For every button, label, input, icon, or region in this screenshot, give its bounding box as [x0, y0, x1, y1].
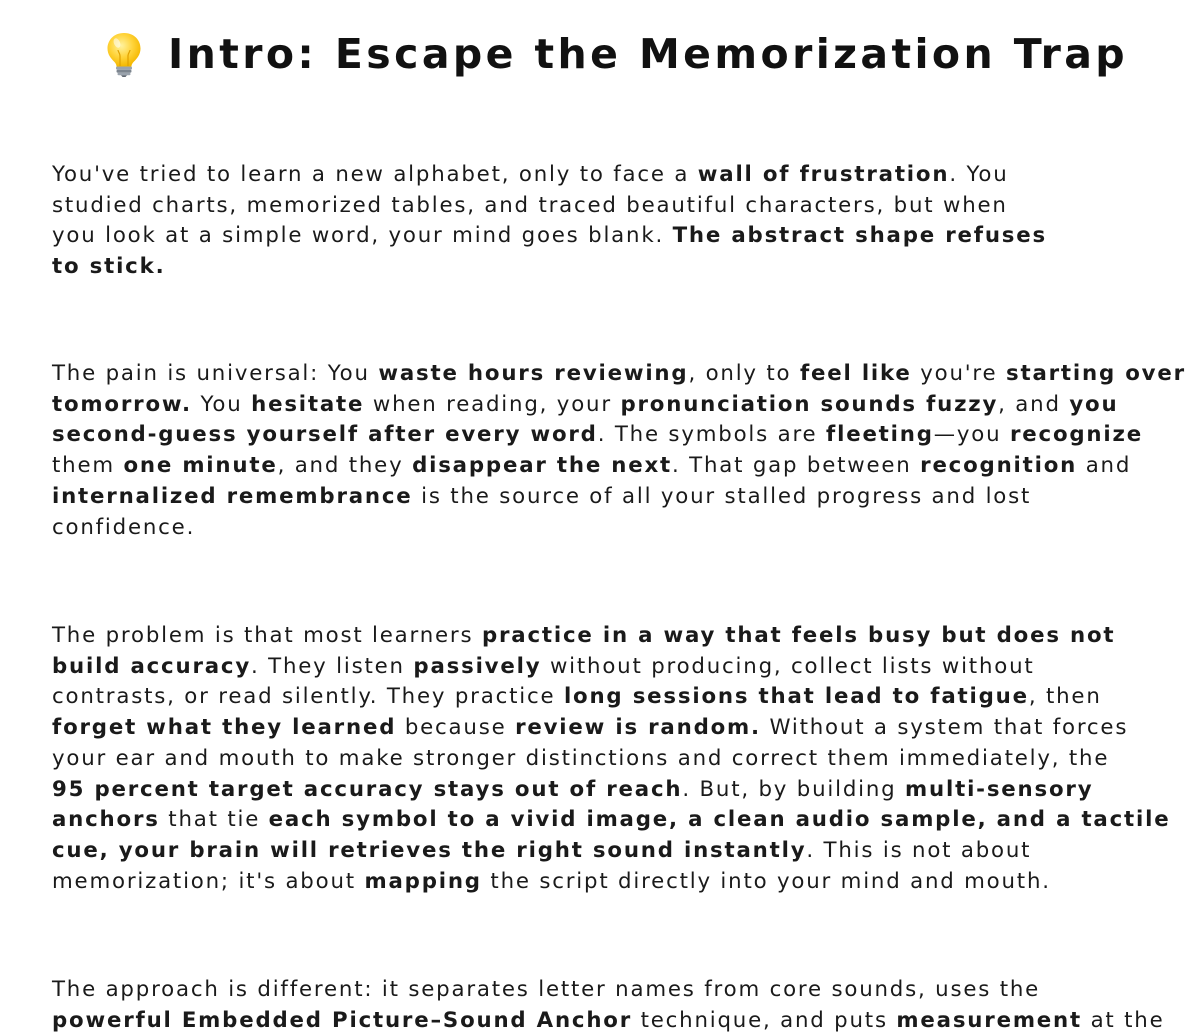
bold-text: multi-sensory [905, 776, 1094, 802]
bold-text: build accuracy [52, 653, 252, 679]
text-run: . They listen [251, 653, 414, 679]
text-run: studied charts, memorized tables, and traced beautiful characters, but when [52, 192, 1008, 218]
text-run: , then [1028, 684, 1102, 710]
text-run: The problem is that most learners [52, 623, 482, 648]
text-run: You [191, 391, 252, 417]
bold-text: practice in a way that feels busy but does not [481, 623, 1116, 648]
bold-text: tomorrow. [52, 391, 192, 417]
text-run: , only to [688, 361, 800, 386]
bold-text: cue, your brain will retrieves the right sound instantly [52, 837, 807, 863]
text-line [52, 744, 1122, 775]
text-line [52, 652, 1122, 683]
text-line [52, 713, 1129, 744]
text-run: technique, and puts [632, 1007, 897, 1033]
bold-text: long sessions that lead to fatigue [563, 684, 1029, 710]
text-run: . But, by building [682, 776, 906, 802]
text-run: at the [1082, 1007, 1165, 1033]
bold-text: recognize [1009, 422, 1143, 448]
text-run: contrasts, or read silently. They practice [52, 684, 564, 710]
bold-text: starting over [1006, 361, 1186, 386]
text-line [52, 805, 1171, 836]
light-bulb-icon [104, 31, 144, 77]
problem-paragraph [52, 621, 1171, 897]
bold-text: fleeting [826, 422, 934, 448]
text-line [52, 451, 1132, 482]
bold-text: hesitate [251, 391, 365, 417]
bold-text: waste hours reviewing [378, 361, 689, 386]
text-line [52, 221, 1122, 252]
bold-text: wall of frustration [697, 162, 950, 187]
text-run: . The symbols are [597, 422, 827, 448]
text-run: The approach is different: it separates letter names from core sounds, uses the [52, 977, 1041, 1002]
text-run: —you [933, 422, 1010, 448]
pain-paragraph [52, 359, 1186, 543]
text-run: them [52, 453, 124, 479]
text-run: and [1077, 453, 1132, 479]
text-run: is the source of all your stalled progress and lost [412, 483, 1032, 509]
bold-text: feel like [799, 361, 912, 386]
bold-text: to stick. [52, 254, 166, 280]
text-line [52, 621, 1122, 652]
text-line [52, 836, 1122, 867]
text-line [52, 390, 1122, 421]
text-run: . This is not about [806, 837, 1032, 863]
text-run: . That gap between [672, 453, 921, 479]
text-run: the script directly into your mind and mouth. [481, 868, 1051, 894]
intro-paragraph [52, 160, 1122, 283]
text-run: you're [911, 361, 1006, 386]
text-run: without producing, collect lists without [541, 653, 1035, 679]
approach-paragraph [52, 975, 1165, 1036]
text-run: , and [998, 391, 1070, 417]
bold-text: recognition [920, 453, 1078, 479]
text-line [52, 867, 1122, 898]
text-run: you look at a simple word, your mind goes blank. [52, 223, 673, 249]
bold-text: internalized remembrance [52, 483, 413, 509]
text-run: You've tried to learn a new alphabet, only to face a [52, 162, 698, 187]
bold-text: measurement [896, 1007, 1082, 1033]
text-run: your ear and mouth to make stronger distinctions and correct them immediately, the [52, 745, 1110, 771]
bold-text: second-guess yourself after every word [52, 422, 598, 448]
text-line [52, 160, 1122, 191]
text-run: Without a system that forces [760, 715, 1129, 741]
text-run: , and they [277, 453, 413, 479]
bold-text: mapping [364, 868, 482, 894]
page-header [104, 26, 1128, 82]
text-run: memorization; it's about [52, 868, 365, 894]
bold-text: pronunciation sounds fuzzy [620, 391, 999, 417]
bold-text: you [1069, 391, 1119, 417]
bold-text: passively [413, 653, 542, 679]
bold-text: The abstract shape refuses [672, 223, 1048, 249]
bold-text: forget what they learned [52, 715, 397, 741]
text-run: that tie [159, 807, 269, 833]
bold-text: each symbol to a vivid image, a clean audio sample, and a tactile [268, 807, 1171, 833]
text-run: . You [949, 162, 1009, 187]
text-run: when reading, your [364, 391, 621, 417]
bold-text: anchors [52, 807, 160, 833]
text-run: because [396, 715, 516, 741]
text-line [52, 420, 1143, 451]
text-line [52, 775, 1122, 806]
text-run: confidence. [52, 514, 196, 540]
text-run: The pain is universal: You [52, 361, 379, 386]
text-line [52, 252, 1122, 283]
bold-text: one minute [123, 453, 278, 479]
text-line [52, 191, 1122, 222]
text-line [52, 682, 1122, 713]
bold-text: review is random. [515, 715, 761, 741]
text-line [52, 482, 1122, 513]
text-line [52, 975, 1122, 1006]
text-line [52, 513, 1122, 544]
bold-text: powerful Embedded Picture–Sound Anchor [52, 1007, 633, 1033]
bold-text: disappear the next [412, 453, 672, 479]
text-line [52, 1006, 1165, 1036]
bold-text: 95 percent target accuracy stays out of reach [52, 776, 683, 802]
text-line [52, 359, 1186, 390]
page-title: Intro: Escape the Memorization Trap [168, 30, 1129, 78]
